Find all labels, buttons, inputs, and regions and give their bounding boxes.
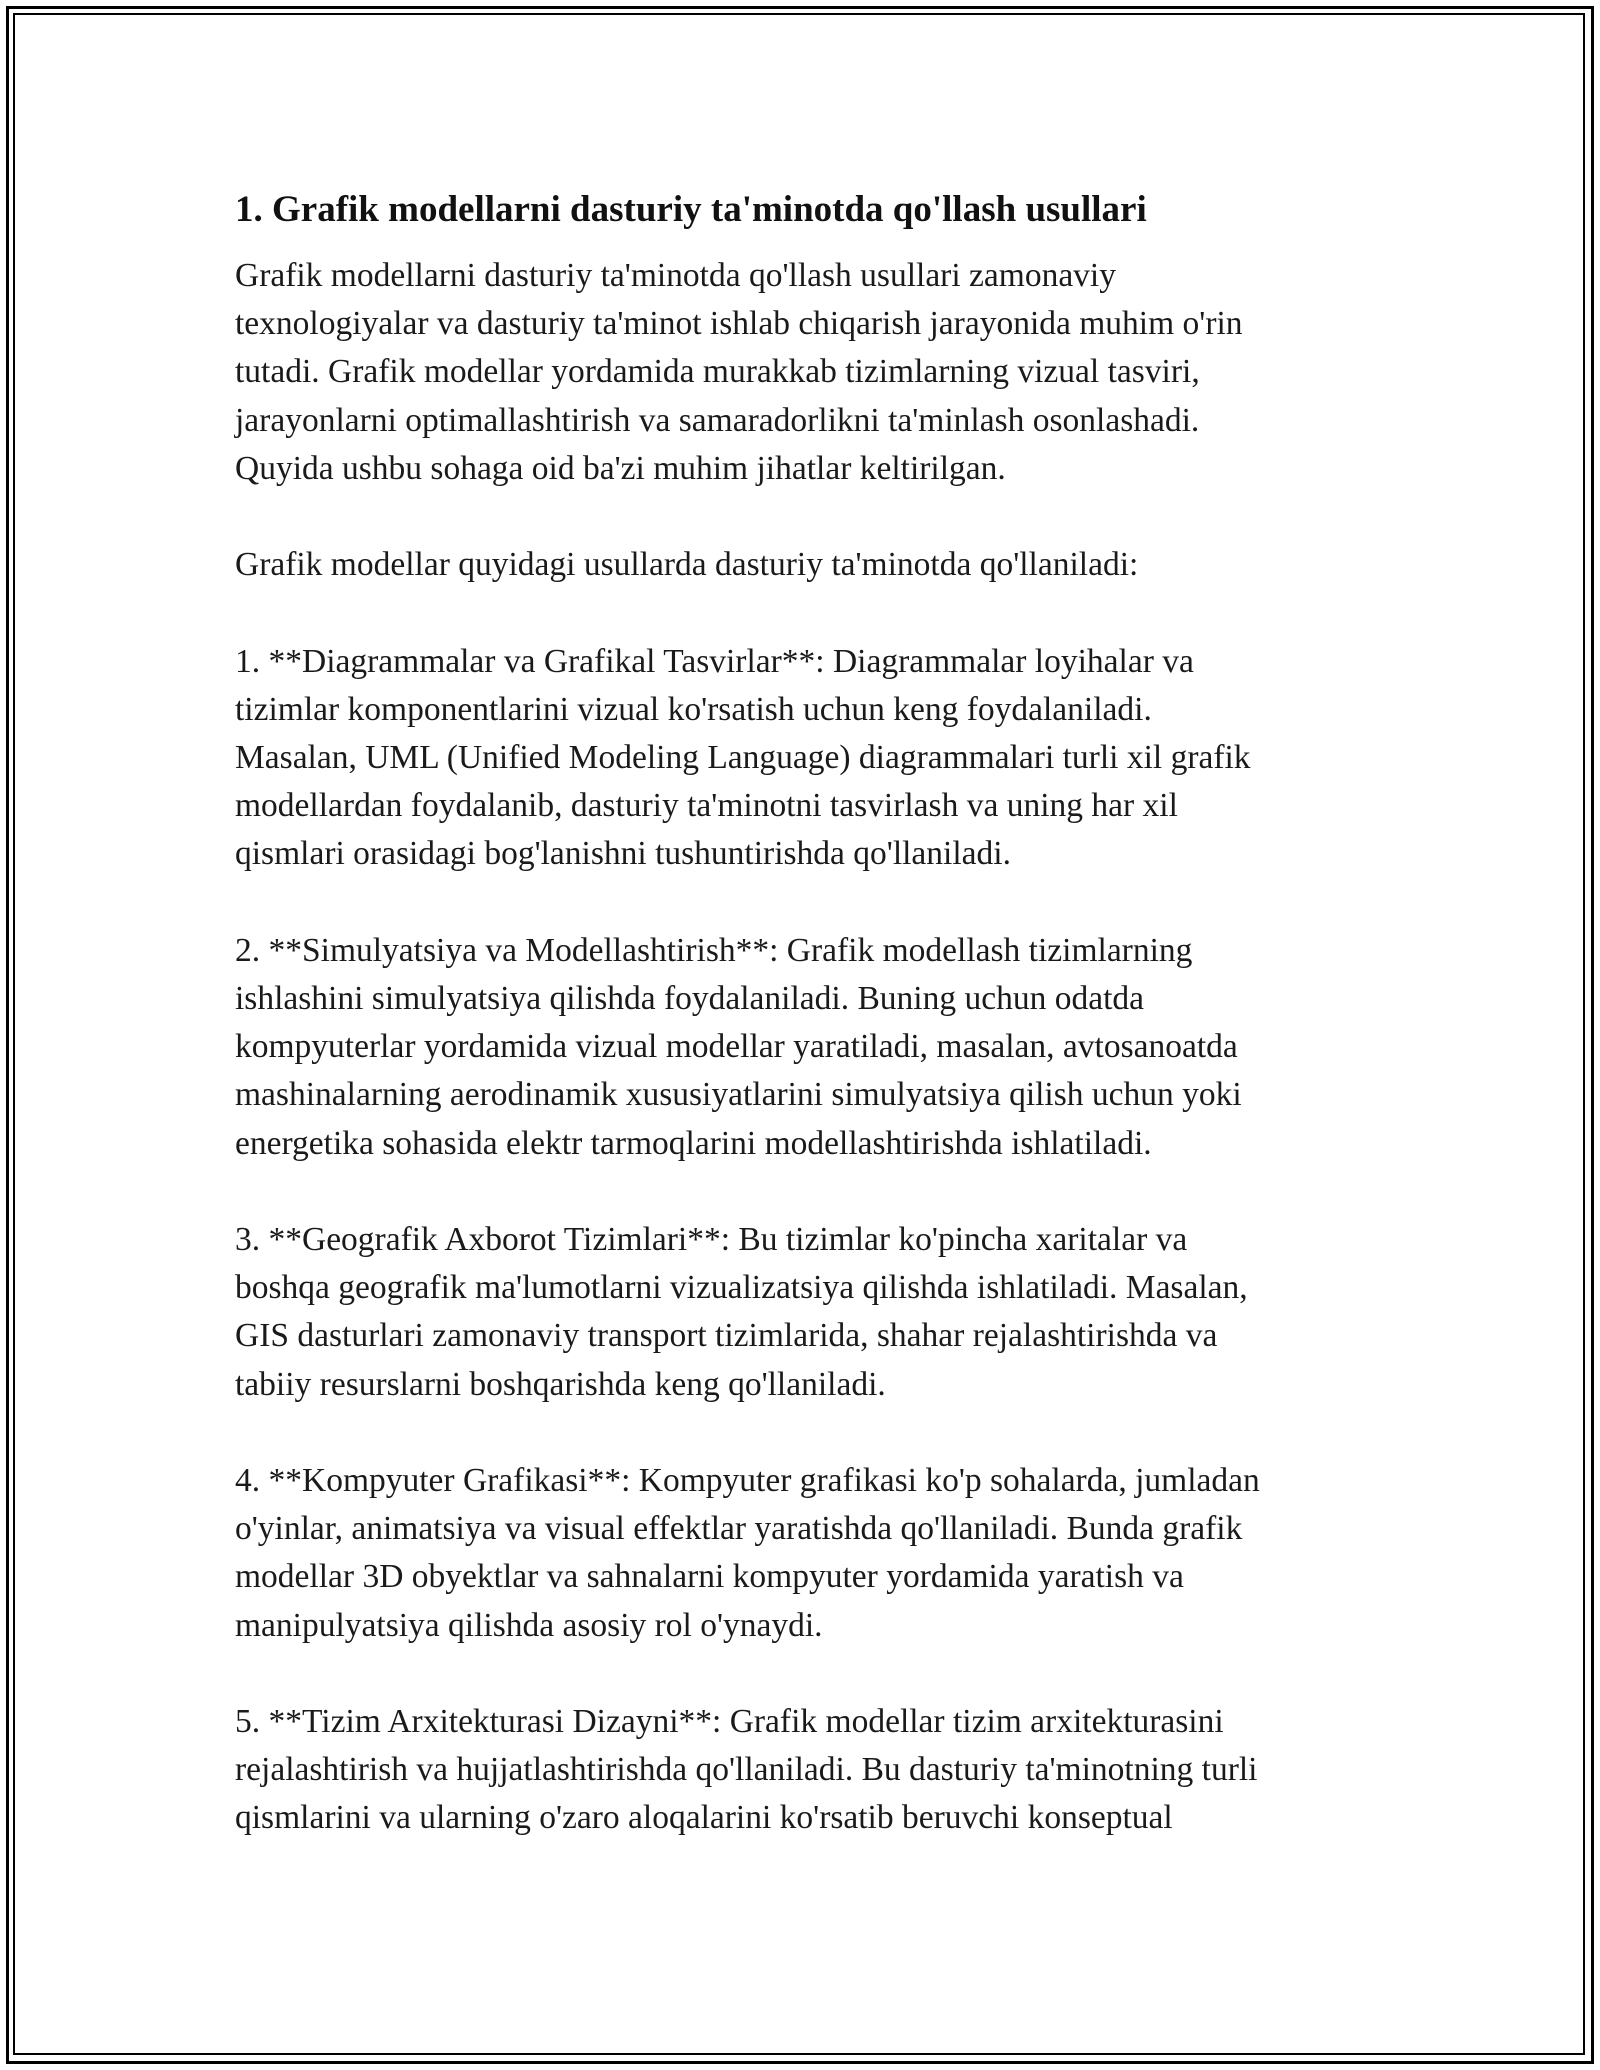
text-line: 4. **Kompyuter Grafikasi**: Kompyuter grafikasi ko'p sohalarda, jumladan <box>235 1462 1260 1499</box>
text-line: mashinalarning aerodinamik xususiyatlarini simulyatsiya qilish uchun yoki <box>235 1076 1242 1114</box>
text-line: Quyida ushbu sohaga oid ba'zi muhim jihatlar keltirilgan. <box>235 449 1006 487</box>
page-title: 1. Grafik modellarni dasturiy ta'minotda qo'llash usullari <box>235 189 1147 230</box>
text-line: ishlashini simulyatsiya qilishda foydalaniladi. Buning uchun odatda <box>235 980 1145 1017</box>
paragraph-1 <box>235 252 1385 493</box>
text-line: kompyuterlar yordamida vizual modellar yaratiladi, masalan, avtosanoatda <box>235 1028 1238 1066</box>
text-line: Grafik modellarni dasturiy ta'minotda qo'llash usullari zamonaviy <box>235 257 1116 294</box>
text-line: 1. **Diagrammalar va Grafikal Tasvirlar**: Diagrammalar loyihalar va <box>235 642 1194 680</box>
text-line: o'yinlar, animatsiya va visual effektlar yaratishda qo'llaniladi. Bunda grafik <box>235 1510 1243 1548</box>
text-line: tizimlar komponentlarini vizual ko'rsatish uchun keng foydalaniladi. <box>235 690 1152 728</box>
paragraph-4 <box>235 927 1385 1168</box>
text-line: modellardan foydalanib, dasturiy ta'minotni tasvirlash va uning har xil <box>235 787 1178 825</box>
text-line: qismlari orasidagi bog'lanishni tushuntirishda qo'llaniladi. <box>235 835 1011 873</box>
text-line: Grafik modellar quyidagi usullarda dasturiy ta'minotda qo'llaniladi: <box>235 546 1139 584</box>
text-line: 2. **Simulyatsiya va Modellashtirish**: Grafik modellash tizimlarning <box>235 931 1193 969</box>
text-line: 3. **Geografik Axborot Tizimlari**: Bu tizimlar ko'pincha xaritalar va <box>235 1221 1188 1258</box>
text-line: 5. **Tizim Arxitekturasi Dizayni**: Grafik modellar tizim arxitekturasini <box>235 1703 1224 1740</box>
text-line: manipulyatsiya qilishda asosiy rol o'ynaydi. <box>235 1606 823 1644</box>
paragraph-5 <box>235 1216 1385 1409</box>
document-body <box>235 186 1385 1891</box>
paragraph-3 <box>235 638 1385 879</box>
text-line: boshqa geografik ma'lumotlarni vizualizatsiya qilishda ishlatiladi. Masalan, <box>235 1269 1248 1307</box>
paragraph-7 <box>235 1698 1385 1843</box>
text-line: Masalan, UML (Unified Modeling Language) diagrammalari turli xil grafik <box>235 739 1251 776</box>
text-line: qismlarini va ularning o'zaro aloqalarini ko'rsatib beruvchi konseptual <box>235 1799 1173 1837</box>
text-line: jarayonlarni optimallashtirish va samaradorlikni ta'minlash osonlashadi. <box>235 401 1200 439</box>
text-line: modellar 3D obyektlar va sahnalarni kompyuter yordamida yaratish va <box>235 1558 1184 1596</box>
paragraph-2 <box>235 541 1385 589</box>
text-line: rejalashtirish va hujjatlashtirishda qo'llaniladi. Bu dasturiy ta'minotning turli <box>235 1751 1258 1789</box>
paragraph-list <box>235 252 1385 1843</box>
text-line: texnologiyalar va dasturiy ta'minot ishlab chiqarish jarayonida muhim o'rin <box>235 305 1243 343</box>
text-line: energetika sohasida elektr tarmoqlarini modellashtirishda ishlatiladi. <box>235 1124 1152 1162</box>
text-line: tabiiy resurslarni boshqarishda keng qo'llaniladi. <box>235 1365 886 1403</box>
text-line: tutadi. Grafik modellar yordamida murakkab tizimlarning vizual tasviri, <box>235 353 1200 391</box>
text-line: GIS dasturlari zamonaviy transport tizimlarida, shahar rejalashtirishda va <box>235 1317 1218 1355</box>
paragraph-6 <box>235 1457 1385 1650</box>
